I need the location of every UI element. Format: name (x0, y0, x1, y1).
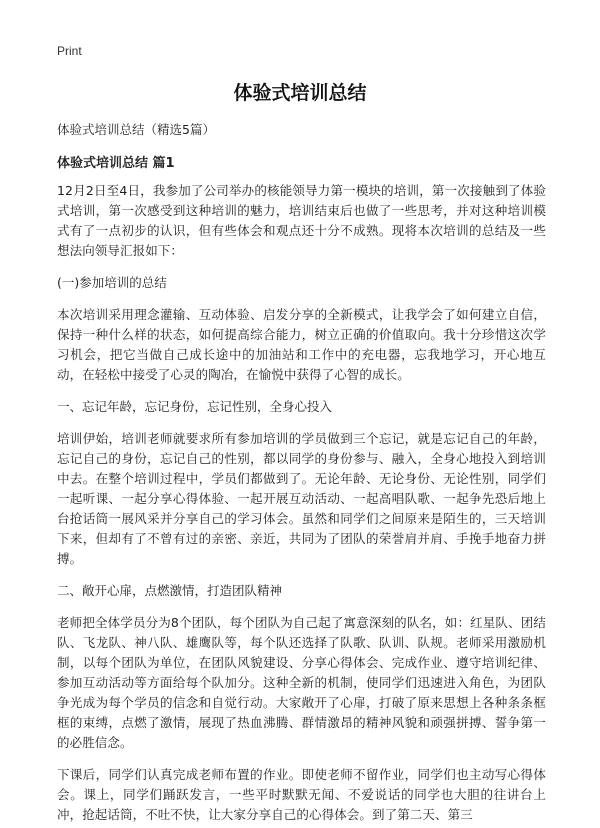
paragraph-summary: 本次培训采用理念灌输、互动体验、启发分享的全新模式，让我学会了如何建立自信，保持一种什么样的状态，如何提高综合能力，树立正确的价值取向。我十分珍惜这次学习机会，把它当做自己成长途中的加油站和工作中的充电器，忘我地学习，开心地互动，在轻松中接受了心灵的陶冶，在愉悦中获得了心智的成长。 (57, 307, 546, 382)
document-body (57, 120, 546, 828)
paragraph-after-class: 下课后，同学们认真完成老师布置的作业。即使老师不留作业，同学们也主动写心得体会。课上，同学们踊跃发言，一些平时默默无闻、不爱说话的同学也大胆的往讲台上冲，抢起话筒，不吐不快，让大家分享自己的心得体会。到了第二天、第三 (57, 767, 546, 822)
section-heading: 体验式培训总结 篇1 (57, 156, 175, 171)
document-title: 体验式培训总结 (233, 82, 367, 104)
point-heading-1: 一、忘记年龄，忘记身份，忘记性别，全身心投入 (57, 399, 333, 414)
paragraph-intro: 12月2日至4日，我参加了公司举办的核能领导力第一模块的培训，第一次接触到了体验式培训，第一次感受到这种培训的魅力，培训结束后也做了一些思考，并对这种培训模式有了一点初步的认识，但有些体会和观点还十分不成熟。现将本次培训的总结及一些想法向领导汇报如下： (57, 183, 546, 258)
subsection-heading: (一)参加培训的总结 (57, 275, 167, 290)
paragraph-point-1: 培训伊始，培训老师就要求所有参加培训的学员做到三个忘记，就是忘记自己的年龄，忘记自己的身份，忘记自己的性别，都以同学的身份参与、融入，全身心地投入到培训中去。在整个培训过程中，学员们都做到了。无论年龄、无论身份、无论性别，同学们一起听课、一起分享心得体验、一起开展互动活动、一起高唱队歌、一起争先恐后地上台抢话筒一展风采并分享自己的学习体会。虽然和同学们之间原来是陌生的，三天培训下来，但却有了不曾有过的亲密、亲近，共同为了团队的荣誉肩并肩、手挽手地奋力拼搏。 (57, 431, 546, 566)
print-link[interactable]: Print (57, 44, 82, 58)
point-heading-2: 二、敞开心扉，点燃激情，打造团队精神 (57, 583, 283, 598)
paragraph-point-2: 老师把全体学员分为8个团队，每个团队为自己起了寓意深刻的队名，如：红星队、团结队、飞龙队、神八队、雄鹰队等，每个队还选择了队歌、队训、队规。老师采用激励机制，以每个团队为单位，在团队风貌建设、分享心得体会、完成作业、遵守培训纪律、参加互动活动等方面给每个队加分。这种全新的机制，使同学们迅速进入角色，为团队争光成为每个学员的信念和自觉行动。大家敞开了心扉，打破了原来思想上各种条条框框的束缚，点燃了激情，展现了热血沸腾、群情激昂的精神风貌和顽强拼搏、誓争第一的必胜信念。 (57, 615, 546, 750)
document-subtitle: 体验式培训总结（精选5篇） (57, 122, 215, 137)
